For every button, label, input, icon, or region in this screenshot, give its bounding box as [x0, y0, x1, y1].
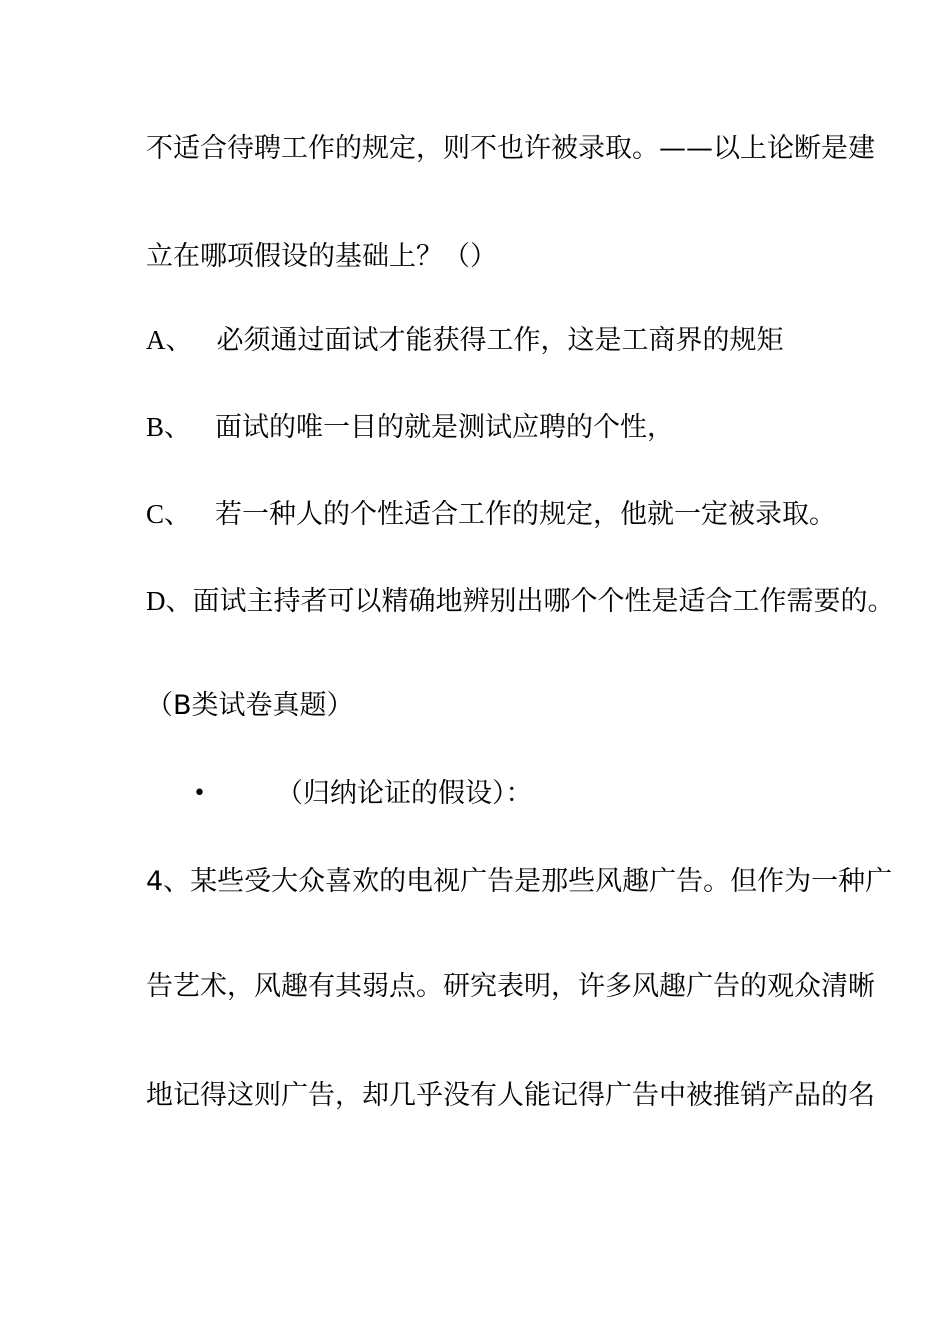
bullet-icon: • — [193, 781, 206, 806]
option-a-text: 必须通过面试才能获得工作，这是工商界的规矩 — [216, 325, 784, 356]
question-text-line-1: 不适合待聘工作的规定，则不也许被录取。——以上论断是建 — [146, 133, 875, 164]
option-c-letter: C、 — [146, 499, 192, 529]
question-4-line-2: 告艺术，风趣有其弱点。研究表明，许多风趣广告的观众清晰 — [146, 971, 875, 1002]
option-b-text: 面试的唯一目的就是测试应聘的个性， — [215, 412, 675, 443]
option-c — [146, 496, 836, 533]
option-a-letter: A、 — [146, 325, 193, 355]
option-b-letter: B、 — [146, 412, 192, 442]
option-c-text: 若一种人的个性适合工作的规定，他就一定被录取。 — [215, 499, 837, 530]
question-4-line-1 — [146, 864, 892, 900]
option-a — [146, 322, 784, 359]
question-4-line-3: 地记得这则广告，却几乎没有人能记得广告中被推销产品的名 — [146, 1080, 875, 1111]
source-note: （B类试卷真题） — [146, 690, 354, 721]
question-4-line-1-text: 4、某些受大众喜欢的电视广告是那些风趣广告。但作为一种广 — [146, 866, 893, 897]
option-b — [146, 409, 674, 446]
question-text-line-2: 立在哪项假设的基础上？（） — [146, 241, 497, 272]
option-d-letter: D、 — [146, 586, 193, 616]
bullet-heading: （归纳论证的假设）： — [276, 778, 533, 809]
option-d-text: 面试主持者可以精确地辨别出哪个个性是适合工作需要的。 — [192, 586, 895, 617]
option-d — [146, 583, 895, 620]
